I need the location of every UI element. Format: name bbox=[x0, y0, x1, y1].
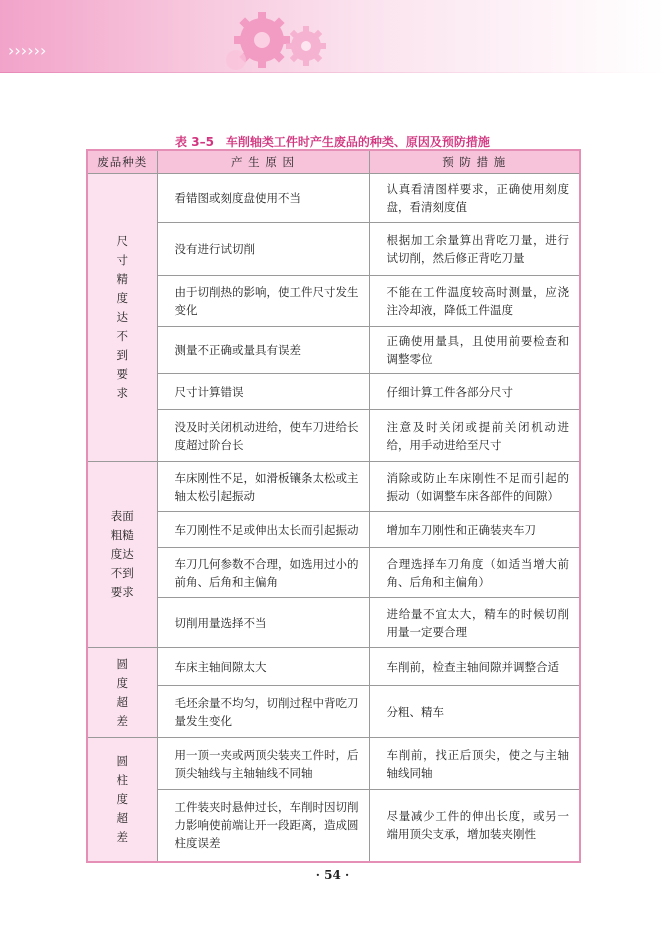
table-row bbox=[87, 598, 580, 648]
table-row bbox=[87, 512, 580, 548]
table-caption: 表 3–5 车削轴类工件时产生废品的种类、原因及预防措施 bbox=[175, 135, 490, 149]
column-header-cause: 产 生 原 因 bbox=[157, 150, 369, 174]
defects-table bbox=[86, 149, 581, 863]
measure-cell: 进给量不宜太大，精车的时候切削用量一定要合理 bbox=[386, 606, 569, 639]
table-row bbox=[87, 410, 580, 462]
category-line: 度 bbox=[116, 791, 128, 806]
table-row bbox=[87, 548, 580, 598]
cause-cell: 工件装夹时悬伸过长，车削时因切削力影响使前端让开一段距离，造成圆柱度误差 bbox=[174, 800, 359, 851]
category-line: 寸 bbox=[116, 253, 128, 267]
page-number: · 54 · bbox=[315, 868, 350, 882]
category-cell bbox=[87, 174, 157, 462]
category-line: 圆 bbox=[116, 656, 128, 671]
measure-cell: 消除或防止车床刚性不足而引起的振动（如调整车床各部件的间隙） bbox=[386, 470, 569, 503]
measure-cell: 车削前，检查主轴间隙并调整合适 bbox=[386, 659, 559, 674]
category-line: 粗糙 bbox=[110, 528, 134, 542]
table-row bbox=[87, 374, 580, 410]
table-row bbox=[87, 462, 580, 512]
category-line: 柱 bbox=[116, 772, 128, 787]
chevrons-decoration: ›››››› bbox=[8, 41, 47, 60]
table-row bbox=[87, 738, 580, 790]
measure-cell: 正确使用量具，且使用前要检查和调整零位 bbox=[386, 334, 569, 366]
cause-cell: 尺寸计算错误 bbox=[174, 384, 244, 399]
cause-cell: 车刀刚性不足或伸出太长而引起振动 bbox=[174, 522, 359, 537]
category-line: 要求 bbox=[110, 585, 134, 599]
column-header-measure: 预 防 措 施 bbox=[369, 150, 580, 174]
cause-cell: 没及时关闭机动进给，使车刀进给长度超过阶台长 bbox=[174, 419, 359, 452]
table-row bbox=[87, 276, 580, 327]
category-line: 不到 bbox=[110, 566, 134, 580]
measure-cell: 车削前，找正后顶尖，使之与主轴轴线同轴 bbox=[386, 747, 569, 780]
category-line: 表面 bbox=[110, 509, 134, 523]
category-line: 超 bbox=[116, 694, 128, 709]
table-header-row bbox=[87, 150, 580, 174]
measure-cell: 分粗、精车 bbox=[386, 704, 444, 719]
category-line: 要 bbox=[116, 367, 128, 381]
measure-cell: 增加车刀刚性和正确装夹车刀 bbox=[386, 522, 536, 537]
category-line: 求 bbox=[116, 386, 128, 400]
table-row bbox=[87, 174, 580, 223]
cause-cell: 用一顶一夹或两顶尖装夹工件时，后顶尖轴线与主轴轴线不同轴 bbox=[174, 747, 359, 780]
category-line: 达 bbox=[116, 310, 128, 324]
cause-cell: 车床刚性不足，如滑板镶条太松或主轴太松引起振动 bbox=[174, 470, 359, 503]
column-header-category: 废品种类 bbox=[87, 150, 157, 174]
cause-cell: 测量不正确或量具有误差 bbox=[174, 343, 301, 357]
cause-cell: 由于切削热的影响，使工件尺寸发生变化 bbox=[174, 285, 359, 317]
cause-cell: 车刀几何参数不合理，如选用过小的前角、后角和主偏角 bbox=[174, 556, 359, 589]
category-cell bbox=[87, 648, 157, 738]
category-line: 超 bbox=[116, 810, 128, 825]
cause-cell: 车床主轴间隙太大 bbox=[174, 659, 267, 674]
category-line: 不 bbox=[116, 329, 128, 343]
cause-cell: 看错图或刻度盘使用不当 bbox=[174, 191, 301, 205]
category-line: 度达 bbox=[110, 547, 134, 561]
measure-cell: 合理选择车刀角度（如适当增大前角、后角和主偏角） bbox=[386, 556, 569, 589]
cause-cell: 切削用量选择不当 bbox=[174, 615, 267, 630]
table-row bbox=[87, 790, 580, 862]
category-line: 差 bbox=[116, 713, 128, 728]
table-row bbox=[87, 327, 580, 374]
category-line: 差 bbox=[116, 829, 128, 844]
category-line: 度 bbox=[116, 675, 128, 690]
measure-cell: 认真看清图样要求，正确使用刻度盘，看清刻度值 bbox=[386, 182, 569, 214]
table-row bbox=[87, 648, 580, 686]
cause-cell: 没有进行试切削 bbox=[174, 242, 255, 256]
measure-cell: 尽量减少工件的伸出长度，或另一端用顶尖支承，增加装夹刚性 bbox=[386, 809, 569, 842]
category-cell bbox=[87, 738, 157, 862]
category-line: 精 bbox=[116, 272, 128, 286]
measure-cell: 仔细计算工件各部分尺寸 bbox=[386, 384, 513, 399]
measure-cell: 注意及时关闭或提前关闭机动进给，用手动进给至尺寸 bbox=[386, 419, 569, 452]
gears-icon bbox=[214, 6, 344, 76]
category-line: 度 bbox=[116, 291, 128, 305]
category-cell bbox=[87, 462, 157, 648]
category-line: 圆 bbox=[116, 753, 128, 768]
category-line: 到 bbox=[116, 348, 128, 362]
table-row bbox=[87, 686, 580, 738]
table-row bbox=[87, 223, 580, 276]
measure-cell: 不能在工件温度较高时测量，应浇注冷却液，降低工件温度 bbox=[386, 285, 569, 317]
category-line: 尺 bbox=[116, 234, 128, 248]
measure-cell: 根据加工余量算出背吃刀量，进行试切削，然后修正背吃刀量 bbox=[386, 233, 569, 265]
cause-cell: 毛坯余量不均匀，切削过程中背吃刀量发生变化 bbox=[174, 695, 359, 728]
